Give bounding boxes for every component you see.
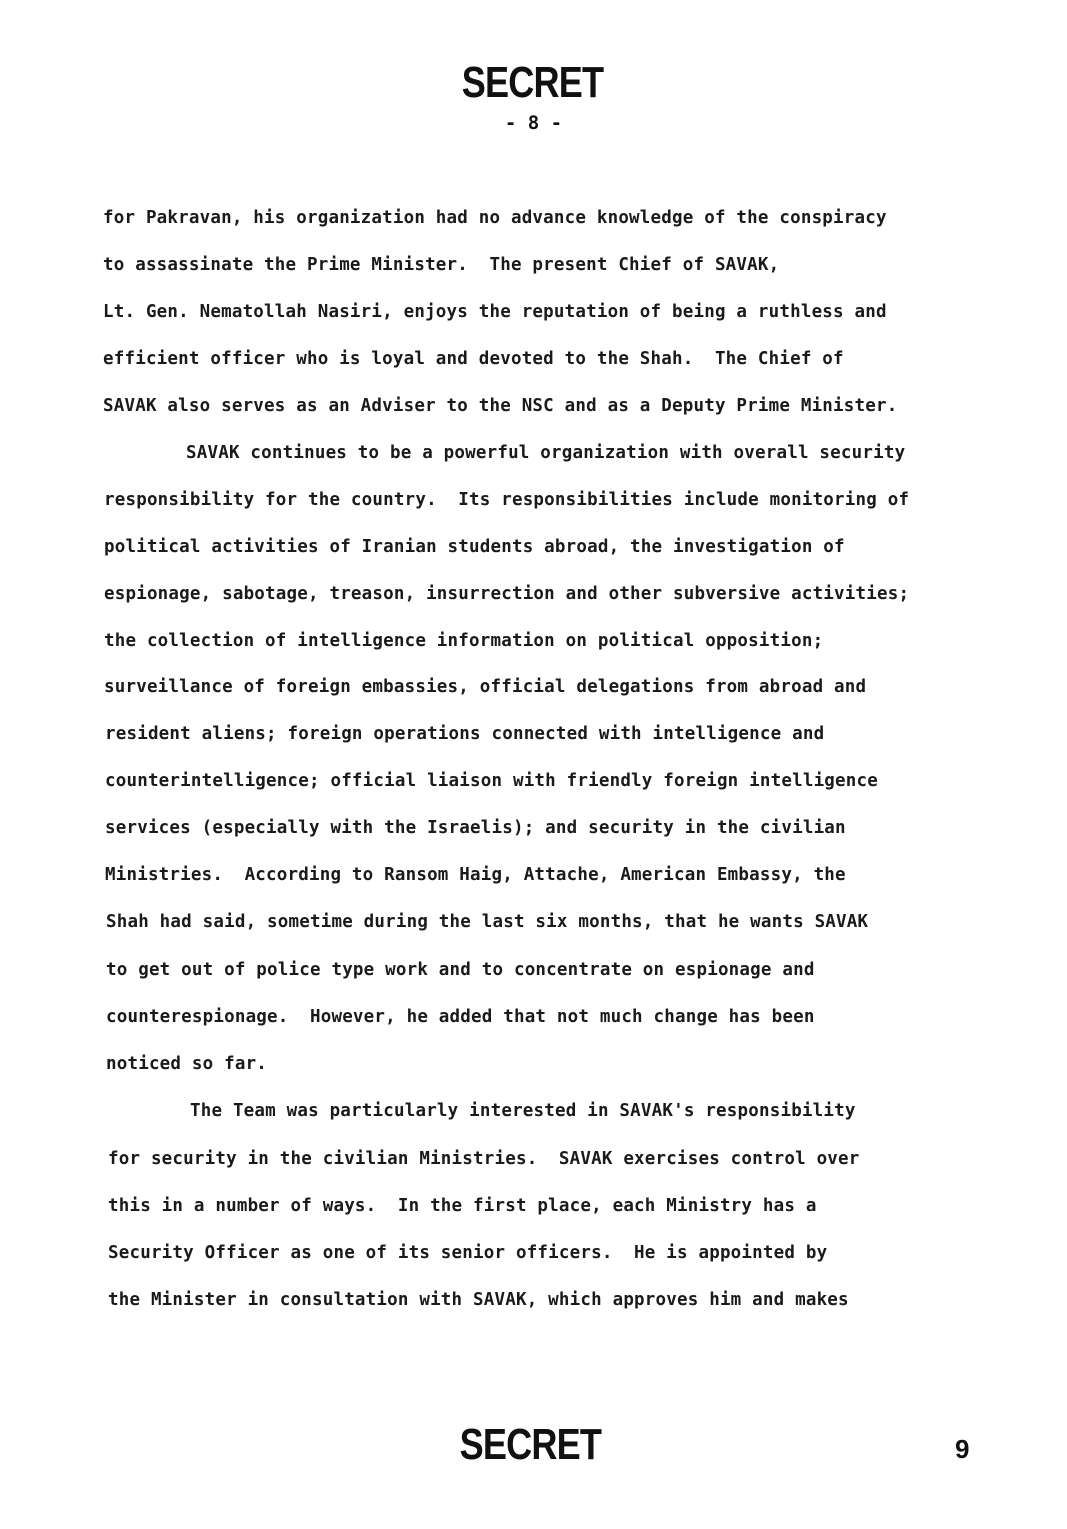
text-line: counterintelligence; official liaison with friendly foreign intelligence [105,771,878,791]
classification-marking-bottom: SECRET [459,1420,602,1469]
text-line: for Pakravan, his organization had no advance knowledge of the conspiracy [103,208,887,228]
text-line: services (especially with the Israelis); and security in the civilian [105,818,846,838]
paragraph-start-line: The Team was particularly interested in SAVAK's responsibility [190,1101,856,1121]
text-line: Lt. Gen. Nematollah Nasiri, enjoys the reputation of being a ruthless and [103,302,887,322]
text-line: for security in the civilian Ministries. SAVAK exercises control over [108,1149,860,1169]
paragraph-start-line: SAVAK continues to be a powerful organization with overall security [186,443,906,463]
text-line: efficient officer who is loyal and devoted to the Shah. The Chief of [103,349,844,369]
text-line: the Minister in consultation with SAVAK, which approves him and makes [108,1290,849,1310]
text-line: SAVAK also serves as an Adviser to the NSC and as a Deputy Prime Minister. [103,396,898,416]
internal-page-marker: - 8 - [504,112,563,134]
text-line: political activities of Iranian students abroad, the investigation of [104,537,845,557]
text-line: to get out of police type work and to concentrate on espionage and [106,960,815,980]
text-line: espionage, sabotage, treason, insurrection and other subversive activities; [104,584,910,604]
text-line: surveillance of foreign embassies, official delegations from abroad and [104,677,867,697]
text-line: counterespionage. However, he added that not much change has been [106,1007,815,1027]
text-line: to assassinate the Prime Minister. The present Chief of SAVAK, [103,255,780,275]
text-line: Shah had said, sometime during the last six months, that he wants SAVAK [106,912,869,932]
text-line: the collection of intelligence information on political opposition; [104,631,824,651]
text-line: noticed so far. [106,1054,268,1074]
text-line: responsibility for the country. Its responsibilities include monitoring of [104,490,910,510]
classification-marking-top: SECRET [461,58,604,107]
text-line: this in a number of ways. In the first place, each Ministry has a [108,1196,817,1216]
text-line: resident aliens; foreign operations connected with intelligence and [105,724,825,744]
text-line: Security Officer as one of its senior officers. He is appointed by [108,1243,828,1263]
page-number: 9 [955,1434,970,1464]
text-line: Ministries. According to Ransom Haig, Attache, American Embassy, the [105,865,846,885]
